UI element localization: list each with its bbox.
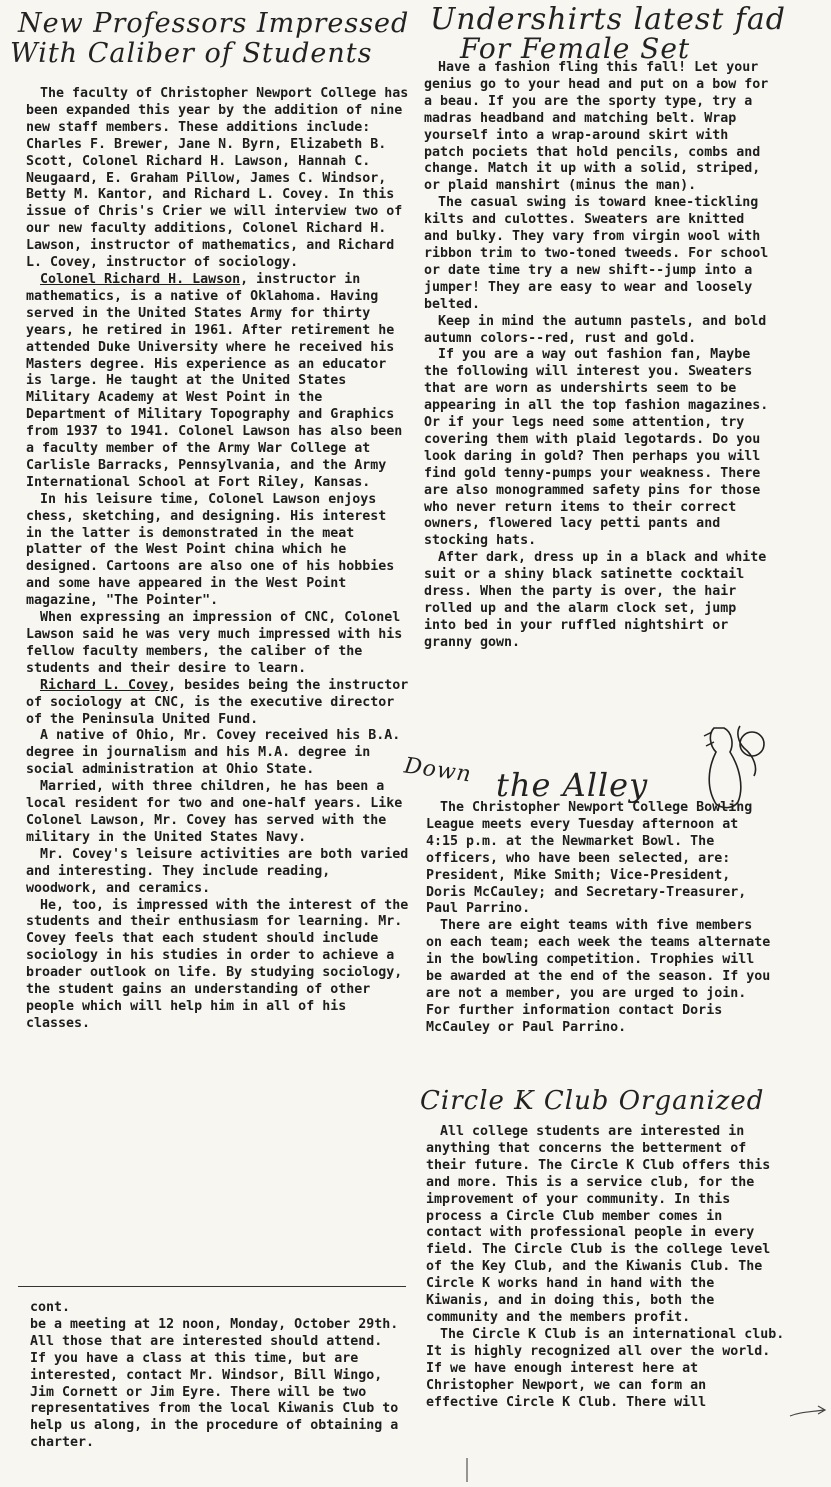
professors-paragraph: A native of Ohio, Mr. Covey received his B.A. degree in journalism and his M.A. degree in social administration at Ohio State. [26,728,401,778]
professors-paragraph: The faculty of Christopher Newport College has been expanded this year by the addition of nine new staff members. These additions include: Charles F. Brewer, Jane N. Byrn, Elizabeth B. Scott, Colonel Richard H. Lawson, Hannah C. Neugaard, E. Graham Pillow, James C. Windsor, Betty M. Kantor, and Richard L. Covey. In this issue of Chris's Crier we will interview two of our new faculty additions, Colonel Richard H. Lawson, instructor of mathematics, and Richard L. Covey, instructor of sociology. [26,86,409,271]
lawson-paragraph [26,272,410,492]
fashion-paragraph: The casual swing is toward knee-tickling kilts and culottes. Sweaters are knitted and bulky. They vary from virgin wool with ribbon trim to two-toned tweeds. For school or date time try a new shift--jump into a jumper! They are easy to wear and loosely belted. [424,195,769,312]
fashion-paragraph: Keep in mind the autumn pastels, and bold autumn colors--red, rust and gold. [424,313,767,346]
professors-paragraph: Mr. Covey's leisure activities are both varied and interesting. They include reading, woodwork, and ceramics. [26,846,409,896]
circlek-paragraph: All college students are interested in anything that concerns the betterment of their future. The Circle K Club offers this and more. This is a service club, for the improvement of your community. In this process a Circle Club member comes in contact with professional people in every field. The Circle Club is the college level of the Key Club, and the Kiwanis Club. The Circle K works hand in hand with the Kiwanis, and in doing this, both the community and the members profit. [426,1124,771,1325]
margin-arrow-mark [788,1404,828,1424]
professors-article [26,86,410,1033]
lawson-name: Colonel Richard H. Lawson [40,271,241,287]
covey-text: , besides being the instructor of sociology at CNC, is the executive director of the Peninsula United Fund. [26,677,409,727]
fashion-paragraph: If you are a way out fashion fan, Maybe the following will interest you. Sweaters that are worn as undershirts seem to be appearing in all the top fashion magazines. Or if your legs need some attention, try covering them with plaid legotards. Do you look daring in gold? Then perhaps you will find gold tenny-pumps your weakness. There are also monogrammed safety pins for those who never return items to their correct owners, flowered lacy petti pants and stocking hats. [424,347,769,549]
circlek-paragraph: The Circle K Club is an international club. It is highly recognized all over the world. If we have enough interest here at Christopher Newport, we can form an effective Circle K Club. There will [426,1326,785,1410]
professors-paragraph: He, too, is impressed with the interest of the students and their enthusiasm for learning. Mr. Covey feels that each student should include sociology in his studies in order to achieve a broader outlook on life. By studying sociology, the student gains an understanding of other people which will help him in all of his classes. [26,897,409,1031]
professors-paragraph: When expressing an impression of CNC, Colonel Lawson said he was very much impressed with his fellow faculty members, the caliber of the students and their desire to learn. [26,610,403,676]
bowling-paragraph: There are eight teams with five members on each team; each week the teams alternate in the bowling competition. Trophies will be awarded at the end of the season. If you are not a member, you are urged to join. For further information contact Doris McCauley or Paul Parrino. [426,918,771,1035]
headline-fashion-line2: For Female Set [460,32,691,65]
continued-text: be a meeting at 12 noon, Monday, October 29th. All those that are interested should attend. If you have a class at this time, but are interested, contact Mr. Windsor, Bill Wingo, Jim Cornett or Jim Eyre. There will be two representatives from the local Kiwanis Club to help us along, in the procedure of obtaining a charter. [30,1316,399,1451]
circlek-article [426,1124,786,1411]
headline-professors-line2: With Caliber of Students [10,38,373,69]
professors-paragraph: Married, with three children, he has been a local resident for two and one-half years. Like Colonel Lawson, Mr. Covey has served with the military in the United States Navy. [26,779,403,845]
column-divider-rule [18,1286,406,1287]
bowling-pins-icon [694,718,774,810]
professors-paragraph: In his leisure time, Colonel Lawson enjoys chess, sketching, and designing. His interest in the latter is demonstrated in the meat platter of the West Point china which he designed. Cartoons are also one of his hobbies and some have appeared in the West Point magazine, "The Pointer". [26,491,395,609]
fashion-paragraph: Have a fashion fling this fall! Let your genius go to your head and put on a bow for a beau. If you are the sporty type, try a madras headband and matching belt. Wrap yourself into a wrap-around skirt with patch pociets that hold pencils, combs and change. Match it up with a solid, striped, or plaid manshirt (minus the man). [424,60,769,194]
headline-circle-k: Circle K Club Organized [420,1086,765,1116]
covey-name: Richard L. Covey [40,677,169,693]
continued-label: cont. [30,1300,71,1315]
fashion-article [424,60,776,652]
bowling-paragraph: The Christopher Newport College Bowling League meets every Tuesday afternoon at 4:15 p.m. at the Newmarket Bowl. The officers, who have been selected, are: President, Mike Smith; Vice-President, Doris McCauley; and Secretary-Treasurer, Paul Parrino. [426,800,753,917]
bowling-article [426,800,776,1037]
lawson-text: , instructor in mathematics, is a native of Oklahoma. Having served in the United States Army for thirty years, he retired in 1961. After retirement he attended Duke University where he received his Masters degree. His experience as an educator is large. He taught at the United States Military Academy at West Point in the Department of Military Topography and Graphics from 1937 to 1941. Colonel Lawson has also been a faculty member of the Army War College at Carlisle Barracks, Pennsylvania, and the Army International School at Fort Riley, Kansas. [26,271,403,490]
stray-pen-mark [462,1456,472,1484]
headline-professors-line1: New Professors Impressed [18,8,410,39]
headline-fashion-line1: Undershirts latest fad [430,2,787,37]
headline-down-alley-1: Down [402,753,474,788]
headline-down-alley-2: the Alley [496,766,649,804]
circlek-continued [30,1300,400,1452]
covey-paragraph [26,678,410,729]
fashion-paragraph: After dark, dress up in a black and white suit or a shiny black satinette cocktail dress. When the party is over, the hair rolled up and the alarm clock set, jump into bed in your ruffled nightshirt or granny gown. [424,550,767,650]
